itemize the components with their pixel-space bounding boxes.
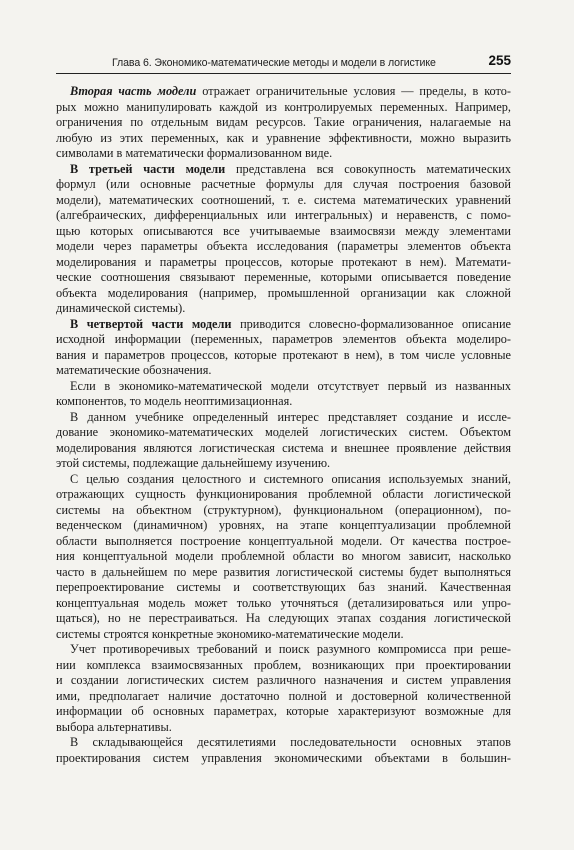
running-header [56, 53, 511, 74]
text-line [56, 518, 511, 534]
text-line [56, 627, 511, 643]
text-line [56, 84, 511, 100]
line-text: дование экономико-математических моделей логистических систем. Объектом [56, 425, 511, 439]
line-text: концептуальная модель может только уточняться (детализироваться или упро- [56, 595, 511, 610]
text-line [56, 673, 511, 689]
line-text: В данном учебнике определенный интерес представляет создание и иссле- [70, 409, 511, 424]
text-line [56, 208, 511, 224]
line-text: представлена вся совокупность математических [225, 161, 511, 176]
line-text: часто в дальнейшем по мере развития логистической системы будет выполняться [56, 564, 511, 579]
text-line [56, 720, 511, 736]
line-text: объекта моделирования (например, промышленной организации как сложной [56, 285, 511, 300]
paragraph [56, 642, 511, 735]
text-line [56, 131, 511, 147]
line-text: математические обозначения. [56, 363, 212, 377]
line-text: модели через параметры объекта исследования (параметры элементов объекта [56, 239, 511, 253]
line-text: В складывающейся десятилетиями последовательности основных этапов [70, 735, 511, 749]
text-line [56, 549, 511, 565]
line-text: символами в математически формализованном виде. [56, 146, 333, 160]
text-line [56, 317, 511, 333]
text-line [56, 472, 511, 488]
paragraph [56, 472, 511, 643]
line-text: ния концептуальной модели проблемной области во многом зависит, насколько [56, 549, 511, 563]
paragraph [56, 379, 511, 410]
line-text: выбора альтернативы. [56, 719, 172, 734]
chapter-title: Глава 6. Экономико-математические методы и модели в логистике [112, 57, 436, 69]
paragraph-lead: В третьей части модели [70, 161, 226, 176]
line-text: С целью создания целостного и системного описания используемых знаний, [70, 471, 511, 486]
text-line [56, 146, 511, 162]
line-text: этой системы, подлежащие дальнейшему изучению. [56, 456, 331, 470]
line-text: отражающих сущность функционирования проблемной области логистической [56, 487, 511, 501]
text-line [56, 642, 511, 658]
line-text: системы на объектном (структурном), функциональном (операционном), по- [56, 502, 511, 517]
text-line [56, 456, 511, 472]
paragraph-lead: Вторая часть модели [70, 84, 197, 98]
text-line [56, 270, 511, 286]
line-text: любую из этих переменных, как и уравнение эффективности, можно выразить [56, 130, 511, 145]
line-text: (алгебраических, дифференциальных или интегральных) и неравенств, с помо- [56, 208, 511, 222]
line-text: ческие соотношения связывают переменные, которыми описывается поведение [56, 270, 511, 284]
paragraph-lead: В четвертой части модели [70, 316, 232, 331]
text-line [56, 704, 511, 720]
text-line [56, 255, 511, 271]
page-number: 255 [488, 53, 511, 68]
text-line [56, 193, 511, 209]
text-line [56, 580, 511, 596]
text-line [56, 658, 511, 674]
line-text: ими, предполагает наличие достаточно полной и достоверной количественной [56, 688, 511, 703]
text-line [56, 379, 511, 395]
line-text: щаться), но не перестраиваться. На следующих этапах создания логистической [56, 611, 511, 625]
line-text: исходной информации (переменных, параметров элементов объекта моделиро- [56, 332, 511, 346]
line-text: приводится словесно-формализованное описание [231, 316, 511, 331]
line-text: перепроектирование системы и соответствующих баз знаний. Качественная [56, 580, 511, 594]
text-line [56, 224, 511, 240]
body-text [56, 84, 511, 766]
paragraph [56, 317, 511, 379]
line-text: системы строятся конкретные экономико-математические модели. [56, 626, 404, 641]
text-line [56, 301, 511, 317]
line-text: области выполняется построение концептуальной модели. От качества построе- [56, 533, 511, 548]
line-text: формул (или основные расчетные формулы для случая построения базовой [56, 177, 511, 191]
line-text: ограничения по отдельным видам ресурсов. Такие ограничения, налагаемые на [56, 115, 511, 129]
line-text: модели), математических соотношений, т. е. система математических уравнений [56, 192, 511, 207]
line-text: щью которых описываются все учитываемые взаимосвязи между элементами [56, 223, 511, 238]
text-line [56, 239, 511, 255]
text-line [56, 441, 511, 457]
line-text: динамической системы). [56, 301, 186, 315]
line-text: отражает ограничительные условия — пределы, в кото- [196, 84, 511, 98]
line-text: Если в экономико-математической модели отсутствует первый из названных [70, 378, 511, 393]
text-line [56, 332, 511, 348]
line-text: моделирования являются логистическая система и внешнее проявление действия [56, 440, 511, 455]
line-text: веденческом (динамичном) уровнях, на этапе концептуализации проблемной [56, 518, 511, 532]
text-line [56, 177, 511, 193]
paragraph [56, 84, 511, 162]
line-text: вания и параметров процессов, которые протекают в нем), в том числе условные [56, 347, 511, 362]
line-text: Учет противоречивых требований и поиск разумного компромисса при реше- [70, 642, 511, 656]
line-text: и создании логистических систем различного назначения и систем управления [56, 673, 511, 687]
line-text: информации об основных параметрах, которые характеризуют возможные для [56, 704, 511, 718]
paragraph [56, 162, 511, 317]
line-text: компонентов, то модель неоптимизационная. [56, 394, 293, 408]
line-text: рых можно манипулировать каждой из контролируемых переменных. Например, [56, 99, 511, 114]
text-line [56, 363, 511, 379]
text-line [56, 565, 511, 581]
text-line [56, 348, 511, 364]
text-line [56, 425, 511, 441]
text-line [56, 100, 511, 116]
text-line [56, 394, 511, 410]
text-line [56, 735, 511, 751]
text-line [56, 487, 511, 503]
text-line [56, 534, 511, 550]
text-line [56, 115, 511, 131]
text-line [56, 689, 511, 705]
line-text: проектирования систем управления экономическими объектами в большин- [56, 750, 511, 765]
text-line [56, 503, 511, 519]
line-text: моделирования и параметры процессов, которые протекают в нем). Математи- [56, 254, 511, 269]
text-line [56, 611, 511, 627]
text-line [56, 751, 511, 767]
text-line [56, 596, 511, 612]
paragraph [56, 410, 511, 472]
text-line [56, 162, 511, 178]
text-line [56, 410, 511, 426]
line-text: нии комплекса взаимосвязанных проблем, возникающих при проектировании [56, 657, 511, 672]
text-line [56, 286, 511, 302]
paragraph [56, 735, 511, 766]
